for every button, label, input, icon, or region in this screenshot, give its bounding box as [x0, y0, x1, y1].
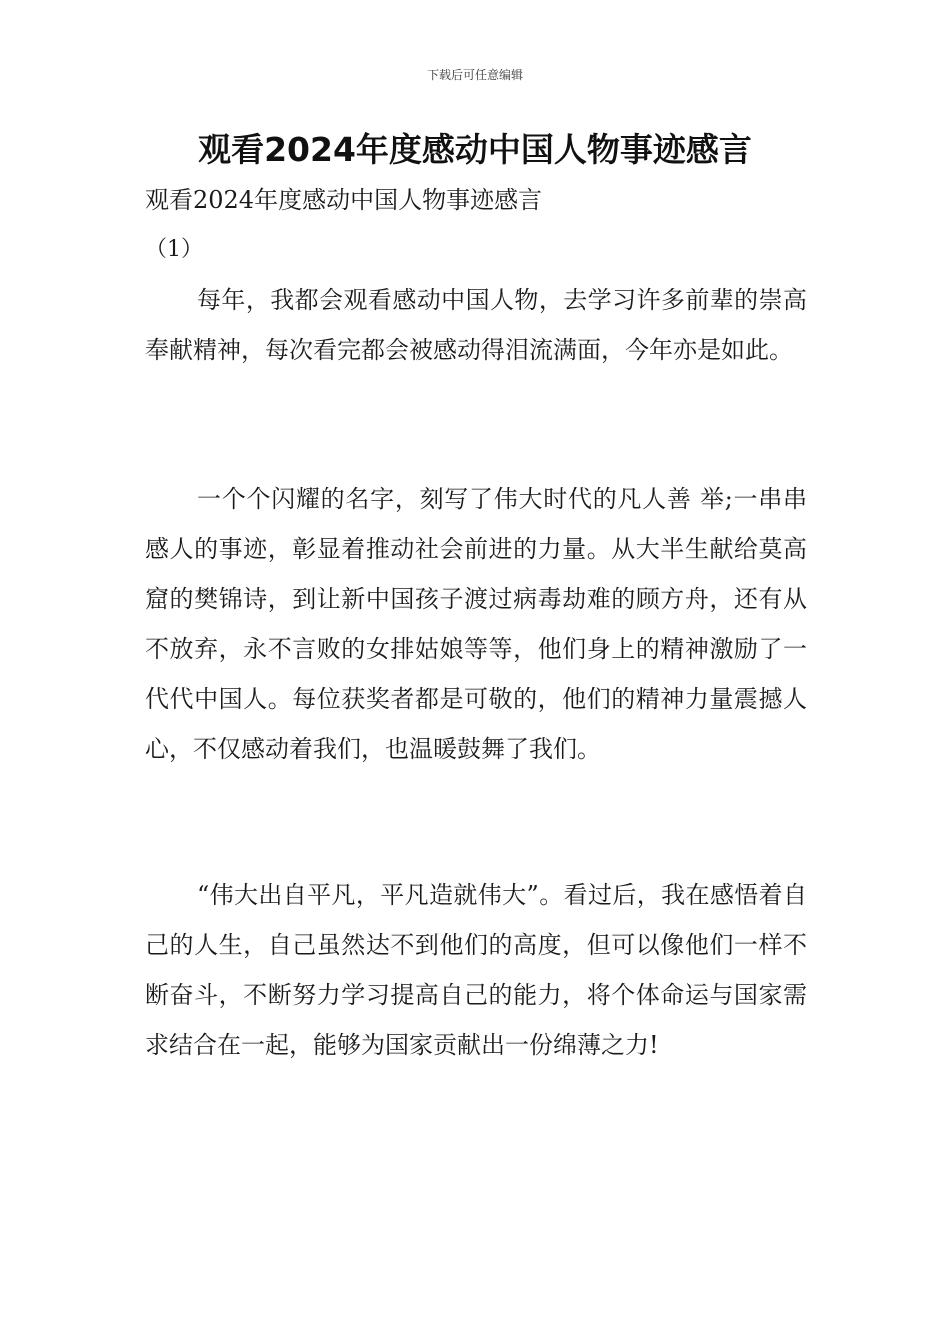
document-subtitle: 观看2024年度感动中国人物事迹感言 — [145, 186, 543, 214]
section-number: （1） — [145, 237, 203, 262]
paragraph-2: 一个个闪耀的名字，刻写了伟大时代的凡人善 举;一串串感人的事迹，彰显着推动社会前进的力量。从大半生献给莫高窟的樊锦诗，到让新中国孩子渡过病毒劫难的顾方舟，还有从不放弃，永不言败的女排姑娘等等，他们身上的精神激励了一代代中国人。每位获奖者都是可敬的，他们的精神力量震撼人心，不仅感动着我们，也温暖鼓舞了我们。 — [145, 485, 807, 763]
paragraph-3: “伟大出自平凡，平凡造就伟大”。看过后，我在感悟着自己的人生，自己虽然达不到他们的高度，但可以像他们一样不断奋斗，不断努力学习提高自己的能力，将个体命运与国家需求结合在一起，能够为国家贡献出一份绵薄之力! — [145, 881, 807, 1059]
paragraph-1: 每年，我都会观看感动中国人物，去学习许多前辈的崇高奉献精神，每次看完都会被感动得泪流满面，今年亦是如此。 — [145, 286, 807, 364]
document-title: 观看2024年度感动中国人物事迹感言 — [198, 130, 752, 169]
header-note: 下载后可任意编辑 — [426, 68, 523, 82]
